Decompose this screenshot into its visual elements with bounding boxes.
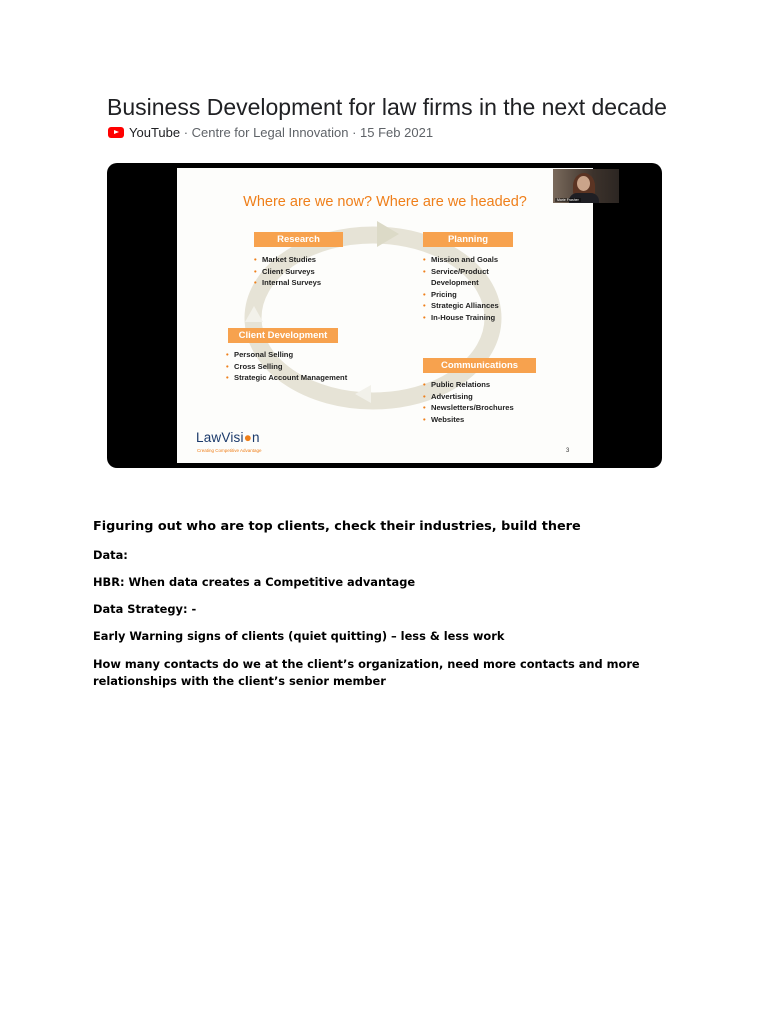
slide-title: Where are we now? Where are we headed? <box>243 194 527 210</box>
list-item: • Service/Product Development <box>423 266 513 289</box>
research-items <box>254 254 321 289</box>
category-planning: Planning <box>423 232 513 247</box>
cycle-diagram <box>177 168 593 463</box>
logo-text: n <box>252 430 260 445</box>
lawvision-logo <box>196 430 260 445</box>
logo-tagline: Creating Competitive Advantage <box>197 448 262 453</box>
list-item: • Websites <box>423 414 514 426</box>
video-meta <box>108 125 433 140</box>
note-line: How many contacts do we at the client’s organization, need more contacts and more relationships with the client’s senior member <box>93 657 640 688</box>
category-research: Research <box>254 232 343 247</box>
note-line: Data: <box>93 548 128 562</box>
list-item: • Newsletters/Brochures <box>423 402 514 414</box>
logo-dot: ● <box>243 430 253 445</box>
presentation-slide <box>177 168 593 463</box>
note-line: Data Strategy: - <box>93 602 197 616</box>
category-communications: Communications <box>423 358 536 373</box>
note-line: HBR: When data creates a Competitive advantage <box>93 575 416 589</box>
meta-separator: · <box>180 125 192 140</box>
webcam-name: Marie Frasher <box>557 198 579 202</box>
list-item: • Public Relations <box>423 379 514 391</box>
planning-items <box>423 254 513 324</box>
channel-name[interactable]: Centre for Legal Innovation <box>191 125 349 140</box>
list-item: • Personal Selling <box>226 349 347 361</box>
list-item: • Mission and Goals <box>423 254 513 266</box>
list-item: • In-House Training <box>423 312 513 324</box>
client-development-items <box>226 349 347 384</box>
slide-number: 3 <box>566 448 570 454</box>
category-client-development: Client Development <box>228 328 338 343</box>
note-line: Early Warning signs of clients (quiet quitting) – less & less work <box>93 629 505 643</box>
list-item: • Advertising <box>423 391 514 403</box>
youtube-icon <box>108 127 124 138</box>
publish-date: 15 Feb 2021 <box>360 125 434 140</box>
list-item: • Client Surveys <box>254 266 321 278</box>
meta-separator: · <box>348 125 361 140</box>
list-item: • Strategic Alliances <box>423 300 513 312</box>
logo-text: LawVisi <box>196 430 244 445</box>
list-item: • Cross Selling <box>226 361 347 373</box>
platform-name[interactable]: YouTube <box>129 125 181 140</box>
webcam-thumbnail <box>553 169 619 203</box>
video-title[interactable]: Business Development for law firms in the next decade <box>107 94 667 120</box>
list-item: • Internal Surveys <box>254 277 321 289</box>
list-item: • Strategic Account Management <box>226 372 347 384</box>
note-heading: Figuring out who are top clients, check their industries, build there <box>93 519 581 534</box>
video-player[interactable] <box>107 163 662 468</box>
person-face <box>577 176 590 191</box>
list-item: • Market Studies <box>254 254 321 266</box>
communications-items <box>423 379 514 425</box>
list-item: • Pricing <box>423 289 513 301</box>
